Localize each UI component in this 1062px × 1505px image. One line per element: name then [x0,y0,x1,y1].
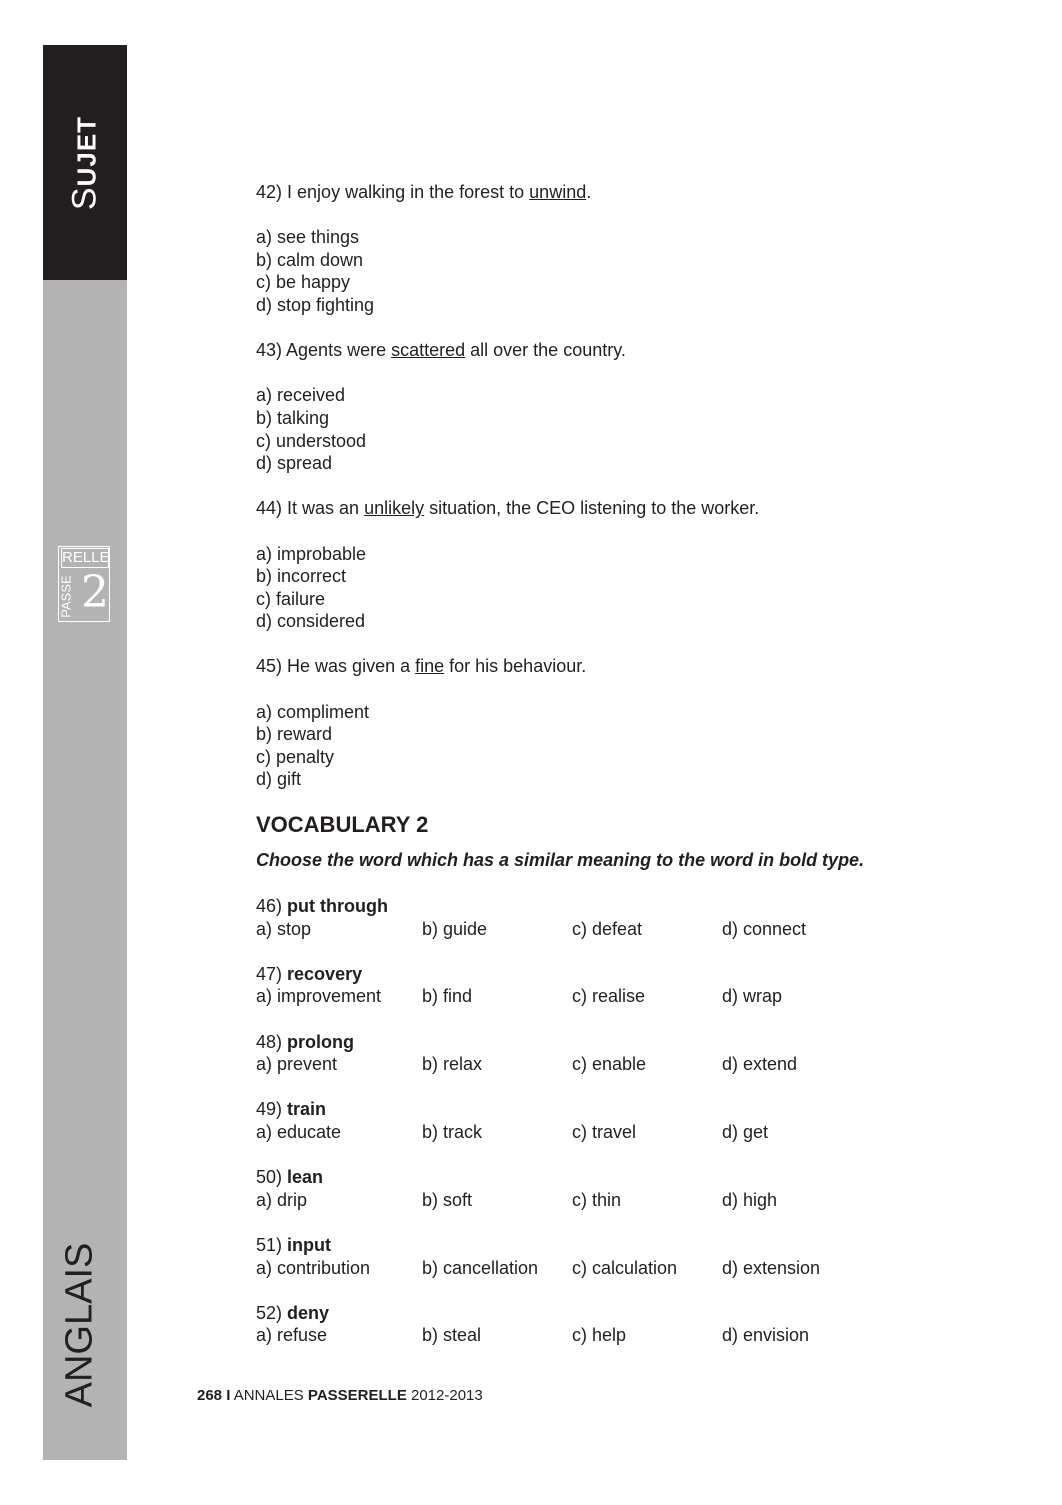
question-43 [256,339,1016,497]
vocab-option: c) calculation [572,1257,678,1278]
answer-option: a) received [256,385,346,406]
vocab-item-48 [256,1031,1016,1099]
logo-top-text: RELLE [62,549,110,566]
vocab-item-46 [256,895,1016,963]
question-stem: 44) It was an unlikely situation, the CEO listening to the worker. [256,498,760,519]
page-number: 268 [197,1387,223,1404]
footer-brand: PASSERELLE [307,1387,407,1404]
vocab-option: a) prevent [256,1054,338,1075]
vocab-option: c) realise [572,986,646,1007]
answer-option: c) be happy [256,272,351,293]
section-title: VOCABULARY 2 [256,812,429,838]
vocab-option: a) stop [256,918,312,939]
vocab-option: c) enable [572,1054,647,1075]
instructions: Choose the word which has a similar meaning to the word in bold type. [256,850,865,871]
vocab-option: b) soft [422,1189,473,1210]
vocab-option: c) thin [572,1189,622,1210]
vocab-option: d) connect [722,918,807,939]
vocab-options [256,985,1016,1008]
vocab-option: a) refuse [256,1325,328,1346]
subject-label-text: ANGLAIS [58,1242,101,1408]
vocab-options [256,918,1016,941]
vocab-item-49 [256,1098,1016,1166]
vocab-option: d) extend [722,1054,798,1075]
vocab-word: 49) train [256,1099,327,1120]
vocab-option: c) help [572,1325,627,1346]
vocab-word: 51) input [256,1234,332,1255]
answer-option: b) reward [256,724,333,745]
vocab-option: b) cancellation [422,1257,539,1278]
answer-option: a) see things [256,227,360,248]
vocab-option: b) relax [422,1054,483,1075]
answer-option: c) failure [256,588,326,609]
page-content [256,181,1016,1347]
vocab-item-52 [256,1302,1016,1347]
vocab-word: 47) recovery [256,963,363,984]
answer-option: a) compliment [256,701,370,722]
vocab-option: b) track [422,1121,483,1142]
answer-option: d) stop fighting [256,294,375,315]
question-45 [256,655,1016,791]
vocab-option: a) improvement [256,986,382,1007]
vocab-options [256,1121,1016,1144]
vocab-word: 48) prolong [256,1031,355,1052]
question-stem: 45) He was given a fine for his behaviour. [256,656,587,677]
logo-side-text: PASSE [58,575,74,618]
vocab-option: a) contribution [256,1257,371,1278]
vocab-option: c) defeat [572,918,643,939]
footer-years: 2012-2013 [411,1387,483,1404]
subject-label [50,1242,110,1408]
logo-number: 2 [81,567,109,618]
vocab-word: 52) deny [256,1302,330,1323]
vocab-option: a) educate [256,1121,342,1142]
vocab-options [256,1324,1016,1347]
question-stem: 42) I enjoy walking in the forest to unwind. [256,182,592,202]
vocab-option: d) extension [722,1257,821,1278]
passerelle-2-logo [58,546,110,622]
answer-option: c) understood [256,430,367,451]
answer-option: d) gift [256,769,302,790]
page-footer [197,1387,483,1404]
vocab-option: d) high [722,1189,778,1210]
vocab-options [256,1053,1016,1076]
section-label [60,108,110,218]
vocab-item-50 [256,1166,1016,1234]
vocab-option: d) envision [722,1325,810,1346]
answer-option: d) considered [256,611,366,632]
vocab-option: b) steal [422,1325,482,1346]
vocab-options [256,1257,1016,1280]
vocab-item-47 [256,963,1016,1031]
footer-annales: ANNALES [233,1387,304,1404]
vocab-option: a) drip [256,1189,308,1210]
answer-option: c) penalty [256,746,335,767]
vocab-option: c) travel [572,1121,637,1142]
vocab-option: d) get [722,1121,769,1142]
answer-option: b) calm down [256,249,364,270]
vocab-options [256,1189,1016,1212]
question-stem: 43) Agents were scattered all over the country. [256,340,626,361]
answer-option: b) talking [256,407,330,428]
vocab-option: b) find [422,986,473,1007]
vocab-item-51 [256,1234,1016,1302]
footer-separator: I [226,1387,231,1404]
vocab-word: 46) put through [256,896,388,917]
section-label-text: SUJET [65,115,104,211]
vocab-word: 50) lean [256,1167,324,1188]
answer-option: d) spread [256,453,333,474]
answer-option: a) improbable [256,543,367,564]
vocab-option: d) wrap [722,986,783,1007]
vocab-option: b) guide [422,918,488,939]
answer-option: b) incorrect [256,566,347,587]
question-42 [256,181,1016,339]
question-44 [256,497,1016,655]
